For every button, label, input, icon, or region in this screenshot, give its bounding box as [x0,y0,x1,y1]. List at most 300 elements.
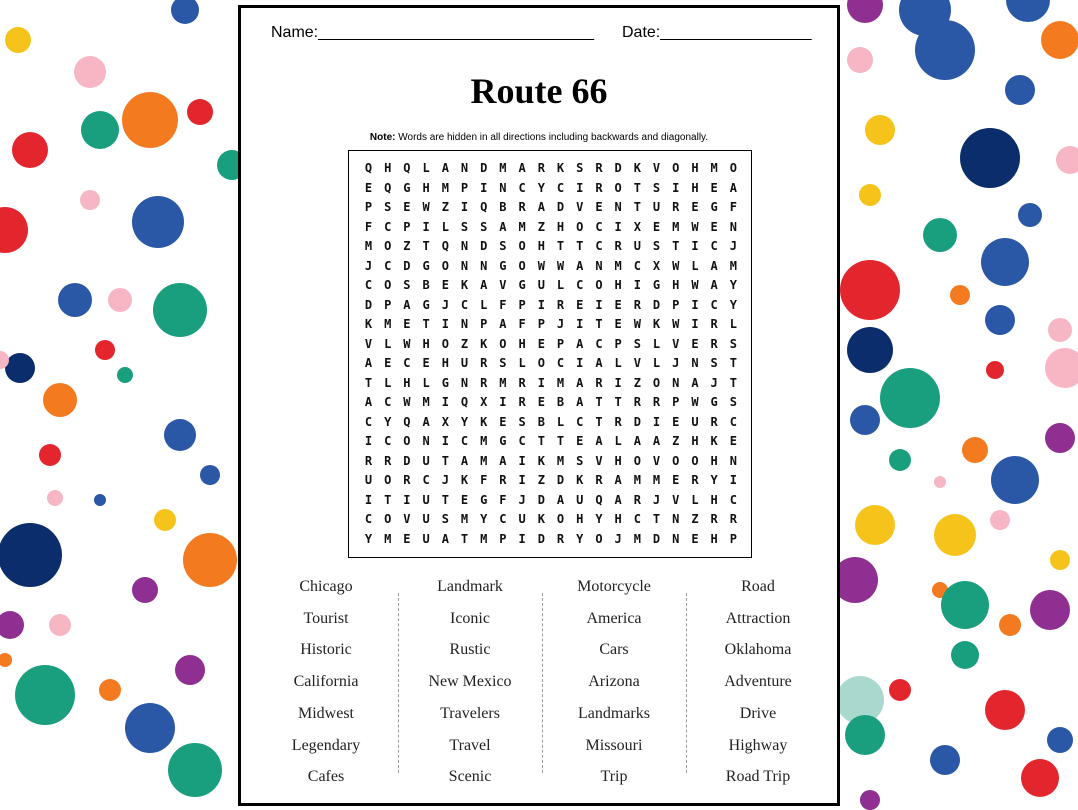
grid-letter: T [595,395,603,409]
grid-letter: C [729,414,737,429]
grid-letter: J [729,239,737,253]
grid-letter: T [441,453,449,468]
grid-letter: S [460,219,469,234]
grid-letter: V [672,492,680,507]
grid-letter: R [729,512,737,526]
grid-letter: I [518,531,526,546]
background-dot [1006,0,1050,22]
grid-letter: O [595,531,603,546]
grid-letter: E [576,434,584,448]
grid-letter: N [460,258,469,273]
grid-letter: E [710,219,718,234]
grid-letter: L [518,356,526,370]
background-dot [1056,146,1078,174]
background-dot [1005,75,1035,105]
background-dot [154,509,176,531]
grid-letter: C [556,180,565,195]
grid-letter: Z [460,336,469,351]
grid-row [359,395,743,409]
grid-letter: O [595,278,603,292]
column-divider [398,593,399,773]
grid-letter: O [384,278,392,292]
grid-letter: I [460,200,469,214]
grid-letter: W [403,336,411,351]
grid-letter: I [537,375,545,390]
word-list-item: Legendary [291,736,361,754]
background-dot [923,218,957,252]
grid-letter: N [460,375,469,390]
grid-row [359,415,743,429]
background-dot [108,288,132,312]
grid-letter: P [729,531,737,546]
grid-letter: C [595,239,603,253]
grid-letter: T [576,239,584,253]
grid-letter: O [672,453,680,468]
grid-letter: T [633,180,641,195]
grid-letter: J [614,531,622,546]
grid-letter: T [633,200,641,214]
grid-letter: G [422,297,430,312]
grid-letter: A [556,492,565,507]
grid-letter: X [480,395,488,409]
grid-letter: U [422,512,430,526]
grid-letter: H [691,434,699,448]
grid-letter: C [384,395,392,409]
grid-letter: P [480,317,488,331]
grid-letter: R [691,473,699,487]
grid-row [359,278,743,292]
grid-letter: E [537,336,545,351]
grid-letter: M [480,453,488,468]
grid-letter: U [518,512,526,526]
grid-letter: V [652,453,661,468]
grid-letter: O [384,473,392,487]
background-dot [850,405,880,435]
grid-letter: M [384,531,392,546]
grid-letter: Q [480,200,488,214]
grid-letter: A [460,453,469,468]
background-dot [847,327,893,373]
grid-letter: Y [537,180,545,195]
background-dot [132,196,184,248]
grid-letter: L [652,336,661,351]
grid-letter: J [364,258,373,273]
grid-letter: C [364,278,373,292]
grid-letter: I [441,434,449,448]
word-list-item: Scenic [448,768,492,786]
background-dot [981,238,1029,286]
grid-letter: R [518,395,526,409]
grid-letter: A [614,492,622,507]
grid-letter: E [364,180,373,195]
grid-letter: G [652,278,661,292]
grid-letter: O [691,453,699,468]
grid-row [359,337,743,351]
background-dot [934,514,976,556]
grid-letter: J [556,317,565,331]
grid-row [359,259,743,273]
grid-letter: G [710,395,718,409]
grid-row [359,181,743,195]
grid-letter: M [672,219,680,234]
grid-letter: K [460,473,469,487]
grid-letter: I [364,492,373,507]
grid-letter: C [460,434,469,448]
background-dot [125,703,175,753]
grid-letter: I [691,297,699,312]
grid-letter: W [556,258,565,273]
grid-row [359,161,743,175]
grid-letter: W [537,258,545,273]
grid-letter: D [537,492,545,507]
grid-letter: Q [403,414,411,429]
background-dot [889,679,911,701]
worksheet [238,5,840,806]
grid-letter: W [403,395,411,409]
grid-letter: R [710,317,718,331]
background-dot [962,437,988,463]
grid-letter: H [710,492,718,507]
background-dot [1048,318,1072,342]
grid-letter: L [422,375,430,390]
grid-letter: U [691,414,699,429]
background-dot [865,115,895,145]
grid-letter: D [556,200,565,214]
grid-letter: Y [576,531,584,546]
grid-letter: U [576,492,584,507]
grid-letter: M [364,239,373,253]
grid-letter: Z [537,219,545,234]
grid-letter: D [614,161,622,175]
grid-letter: W [422,200,430,214]
grid-letter: A [364,395,373,409]
grid-letter: A [403,297,411,312]
grid-letter: E [614,297,622,312]
grid-letter: V [672,336,680,351]
grid-letter: W [691,395,699,409]
grid-letter: P [460,180,469,195]
grid-letter: O [652,375,661,390]
letter-grid [348,150,752,558]
grid-letter: M [499,375,507,390]
grid-letter: X [441,414,449,429]
word-list-item: Landmark [437,578,503,595]
background-dot [990,510,1010,530]
grid-letter: H [556,219,565,234]
grid-letter: X [633,219,641,234]
grid-letter: E [729,434,737,448]
grid-letter: U [422,531,430,546]
grid-letter: H [384,161,392,175]
grid-letter: D [403,453,411,468]
grid-letter: T [556,239,565,253]
background-dot [99,679,121,701]
grid-letter: C [518,180,526,195]
word-list-item: America [586,609,642,627]
grid-letter: E [672,414,680,429]
grid-letter: I [633,278,641,292]
grid-letter: R [480,356,488,370]
grid-letter: Y [460,414,469,429]
grid-letter: R [595,375,603,390]
grid-letter: L [441,219,449,234]
grid-letter: C [576,414,584,429]
grid-letter: L [480,297,488,312]
grid-letter: B [422,278,430,292]
grid-letter: A [499,453,507,468]
grid-letter: T [422,317,430,331]
grid-letter: B [499,200,507,214]
grid-letter: C [710,239,718,253]
word-list-item: Road [741,578,775,595]
grid-letter: Q [460,395,469,409]
grid-letter: Q [384,180,392,195]
grid-letter: H [422,180,430,195]
grid-letter: O [672,161,680,175]
grid-letter: K [537,453,545,468]
word-list-item: Midwest [298,704,354,722]
grid-letter: L [652,356,661,370]
grid-row [359,473,743,487]
grid-letter: P [614,336,622,351]
grid-letter: I [480,180,488,195]
background-dot [986,361,1004,379]
background-dot [0,611,24,639]
grid-letter: L [384,336,392,351]
grid-letter: C [499,512,507,526]
grid-letter: W [672,258,680,273]
grid-letter: O [518,258,526,273]
grid-letter: K [652,317,661,331]
background-dot [985,690,1025,730]
grid-letter: T [652,512,661,526]
background-dot [200,465,220,485]
background-dot [171,0,199,24]
grid-letter: L [691,258,699,273]
grid-letter: Z [672,434,680,448]
background-dot [95,340,115,360]
grid-letter: P [403,219,411,234]
grid-letter: A [691,375,699,390]
grid-letter: T [364,375,373,390]
grid-letter: O [576,219,584,234]
grid-letter: R [633,297,641,312]
grid-letter: A [710,258,718,273]
grid-letter: I [691,317,699,331]
grid-letter: E [537,395,545,409]
grid-letter: H [710,453,718,468]
background-dot [175,655,205,685]
grid-letter: H [672,278,680,292]
grid-letter: L [556,414,565,429]
grid-letter: S [729,336,737,351]
grid-letter: E [614,317,622,331]
grid-letter: R [499,473,507,487]
grid-letter: N [595,258,603,273]
grid-letter: K [364,317,373,331]
name-field: Name:_______________________________ [271,24,594,41]
grid-letter: A [710,278,718,292]
grid-letter: S [652,180,661,195]
grid-letter: L [556,278,565,292]
grid-letter: E [691,531,699,546]
background-dot [164,419,196,451]
grid-letter: A [614,473,622,487]
word-list-item: Historic [300,641,352,659]
grid-row [359,512,743,526]
grid-letter: A [576,395,584,409]
grid-letter: R [614,239,622,253]
grid-letter: T [729,375,737,390]
background-dot [1030,590,1070,630]
grid-letter: S [499,239,507,253]
word-list-item: California [293,673,359,691]
grid-letter: A [576,375,584,390]
grid-letter: G [441,375,449,390]
grid-letter: I [595,297,603,312]
grid-letter: P [384,297,392,312]
background-dot [81,111,119,149]
grid-letter: J [441,297,449,312]
grid-letter: C [595,219,603,234]
grid-letter: H [614,512,622,526]
grid-letter: M [710,161,718,175]
grid-letter: I [614,219,622,234]
grid-letter: R [537,161,545,175]
background-dot [0,207,28,253]
grid-letter: U [422,492,430,507]
grid-letter: S [710,356,718,370]
grid-letter: Z [633,375,641,390]
grid-letter: Y [384,414,392,429]
grid-letter: A [537,200,545,214]
grid-letter: O [537,356,545,370]
grid-letter: P [556,336,565,351]
grid-row [359,356,743,370]
grid-letter: O [518,239,526,253]
grid-letter: P [537,317,545,331]
background-dot [49,614,71,636]
grid-letter: C [595,336,603,351]
background-dot [934,476,946,488]
word-list-item: Motorcycle [577,578,651,595]
grid-row [359,376,743,390]
grid-letter: O [441,336,449,351]
grid-letter: E [422,356,430,370]
background-dot [15,665,75,725]
grid-letter: I [518,453,526,468]
grid-row [359,239,743,253]
grid-letter: H [691,161,699,175]
grid-letter: P [518,297,526,312]
background-dot [1045,348,1078,388]
grid-letter: E [691,336,699,351]
background-dot [991,456,1039,504]
grid-letter: Y [710,473,718,487]
grid-letter: C [556,356,565,370]
grid-row [359,434,743,448]
word-list-item: Highway [728,736,788,754]
grid-letter: A [480,278,488,292]
grid-letter: L [614,434,622,448]
grid-letter: R [556,297,565,312]
grid-letter: T [537,434,545,448]
background-dot [80,190,100,210]
background-dot [5,353,35,383]
grid-letter: N [614,200,622,214]
grid-letter: O [403,434,411,448]
grid-letter: U [633,239,641,253]
grid-letter: G [499,434,507,448]
grid-letter: C [518,434,526,448]
grid-letter: V [652,161,661,175]
grid-letter: C [384,219,392,234]
grid-letter: C [403,356,411,370]
grid-letter: Y [480,512,488,526]
background-dot [12,132,48,168]
grid-letter: C [422,473,430,487]
grid-letter: M [633,531,641,546]
grid-letter: P [672,297,680,312]
background-dot [153,283,207,337]
grid-letter: E [403,200,411,214]
grid-letter: C [633,512,641,526]
grid-letter: W [691,278,699,292]
grid-letter: Q [403,161,411,175]
grid-letter: B [537,414,545,429]
grid-letter: N [672,531,680,546]
grid-letter: I [518,473,526,487]
grid-letter: S [403,278,411,292]
grid-letter: E [403,531,411,546]
grid-letter: W [691,219,699,234]
grid-letter: S [652,239,661,253]
grid-letter: U [422,453,430,468]
grid-letter: H [403,375,411,390]
grid-letter: G [499,258,507,273]
grid-letter: M [480,531,488,546]
column-divider [686,593,687,773]
background-dot [168,743,222,797]
grid-letter: M [729,258,737,273]
grid-letter: R [556,531,565,546]
grid-letter: I [403,492,411,507]
grid-letter: A [633,434,641,448]
grid-letter: A [576,336,584,351]
grid-letter: R [364,453,373,468]
word-list-item: Cafes [307,768,345,786]
page-title: Route 66 [470,71,608,111]
grid-letter: E [652,219,661,234]
grid-letter: O [614,180,622,195]
grid-letter: A [576,258,584,273]
grid-letter: T [556,434,565,448]
grid-row [359,317,743,331]
grid-letter: J [710,375,718,390]
grid-letter: N [460,317,469,331]
grid-letter: L [729,317,737,331]
background-dot [985,305,1015,335]
grid-letter: M [384,317,392,331]
grid-letter: I [576,180,584,195]
grid-letter: U [652,200,661,214]
grid-letter: U [460,356,469,370]
grid-letter: E [672,473,680,487]
grid-letter: F [364,219,373,234]
grid-letter: M [556,453,565,468]
grid-letter: M [518,219,526,234]
grid-letter: T [422,239,430,253]
